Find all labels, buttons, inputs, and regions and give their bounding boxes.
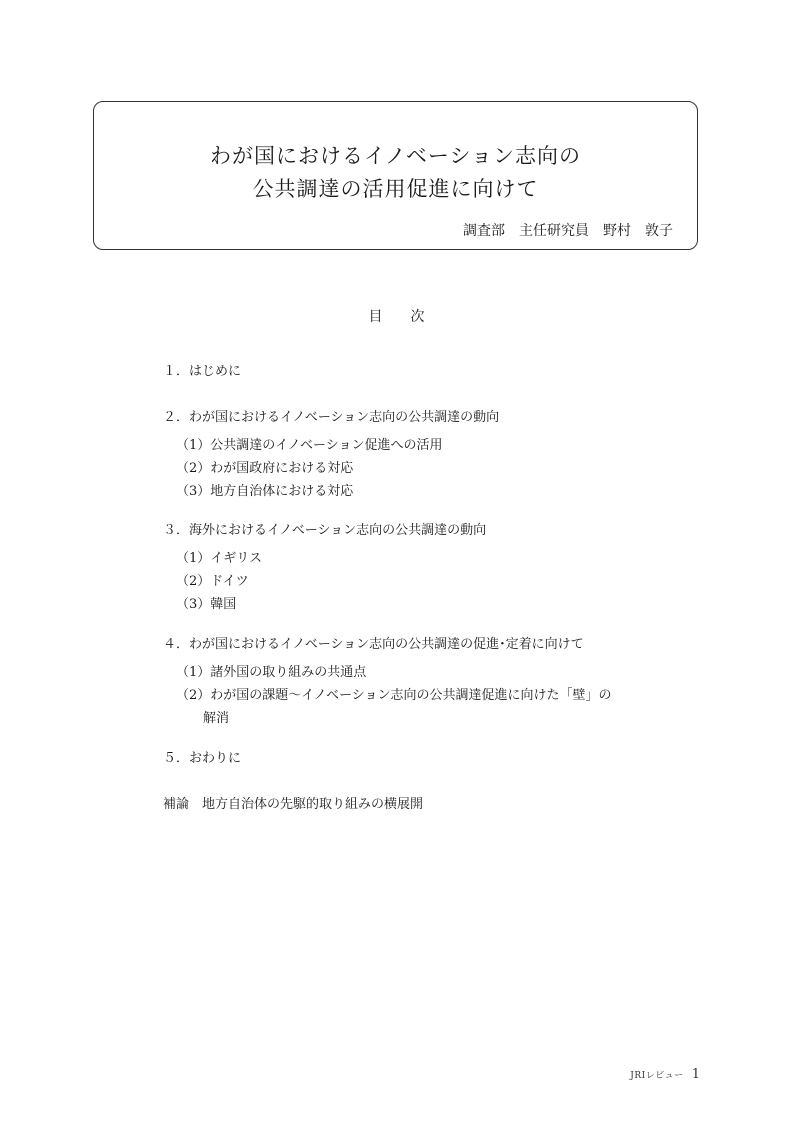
toc-section-1: １．はじめに [163,364,242,379]
title-box [93,101,698,250]
toc-subsection-3-1: （1）イギリス [176,551,263,566]
toc-section-4: ４．わが国におけるイノベーション志向の公共調達の促進･定着に向けて [163,637,584,652]
toc-subsection-2-3: （3）地方自治体における対応 [176,484,354,499]
toc-subsection-3-3: （3）韓国 [176,597,237,612]
toc-subsection-4-2-continued: 解消 [203,711,230,726]
page-footer [630,1063,700,1082]
document-title-line-1: わが国におけるイノベーション志向の [209,144,582,168]
footer-publication-label: JRIレビュー [630,1071,684,1081]
toc-subsection-4-1: （1）諸外国の取り組みの共通点 [176,665,367,680]
page-number: 1 [691,1067,700,1082]
toc-section-5: ５．おわりに [163,751,242,766]
document-title-line-2: 公共調達の活用促進に向けて [252,177,539,201]
toc-subsection-3-2: （2）ドイツ [176,574,249,589]
toc-subsection-2-2: （2）わが国政府における対応 [176,461,354,476]
author-byline: 調査部 主任研究員 野村 敦子 [463,223,673,239]
toc-subsection-4-2: （2）わが国の課題～イノベーション志向の公共調達促進に向けた「壁」の [176,688,612,703]
toc-heading: 目 次 [368,309,425,325]
toc-section-3: ３．海外におけるイノベーション志向の公共調達の動向 [163,523,487,538]
toc-section-2: ２．わが国におけるイノベーション志向の公共調達の動向 [163,410,500,425]
toc-appendix: 補論 地方自治体の先駆的取り組みの横展開 [163,797,424,812]
toc-subsection-2-1: （1）公共調達のイノベーション促進への活用 [176,438,443,453]
